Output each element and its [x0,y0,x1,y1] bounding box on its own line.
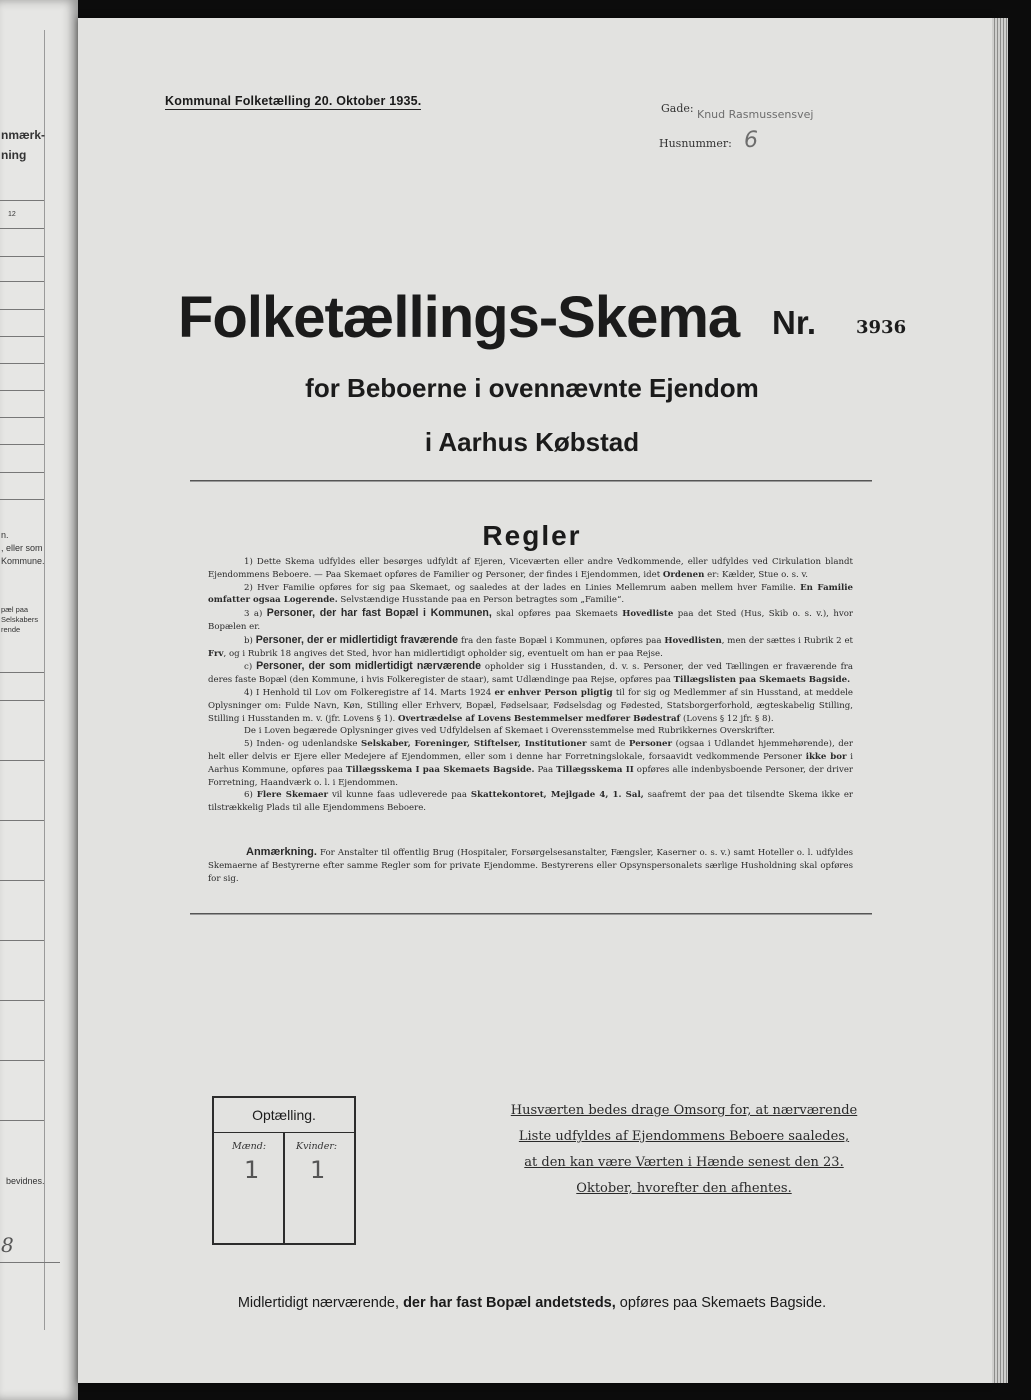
footer-note: Midlertidigt nærværende, der har fast Bopæl andetsteds, opføres paa Skemaets Bagside. [237,1295,827,1311]
page-edges [992,18,1008,1383]
divider [190,480,872,482]
left-page-fragment: ning [1,148,27,162]
landlord-instructions [508,1098,860,1202]
rule-6: 6) Flere Skemaer vil kunne faas udleverede paa Skattekontoret, Mejlgade 4, 1. Sal, saafremt der paa det tilsendte Skema ikke er tilstrækkelig Plads til alle Ejendommens Beboere. [208,790,854,814]
remark-label: Anmærkning. [246,846,317,858]
rules-heading: Regler [482,520,582,551]
left-page-rule [0,390,44,391]
rule-3a: 3 a) Personer, der har fast Bopæl i Kommunen, skal opføres paa Skemaets Hovedliste paa det Sted (Hus, Skib o. s. v.), hvor Bopælen er. [208,607,853,632]
rule-5: 5) Inden- og udenlandske Selskaber, Foreninger, Stiftelser, Institutioner samt de Personer (ogsaa i Udlandet hjemmehørende), der helt eller delvis er Ejere eller Medejere af Ejendommen, eller som i denne har Forretningslokale, forsaavidt vedkommende Personer ikke bor i Aarhus Kommune, opføres paa Tillægsskema I paa Skemaets Bagside. Paa Tillægsskema II opføres alle indenbysboende Personer, der driver Forretning, Haandværk o. l. i Ejendommen. [208,739,854,788]
left-page-rule [0,200,44,201]
left-page-rule [0,820,44,821]
left-page-rule [0,417,44,418]
form-municipality: i Aarhus Købstad [424,427,640,457]
rule-4-continued: De i Loven begærede Oplysninger gives ved Udfyldelsen af Skemaet i Overensstemmelse med Rubrikkernes Overskrifter. [244,726,775,737]
left-page-rule [0,1060,44,1061]
left-page-fragment: Kommune. [1,556,45,566]
left-page-rule [0,363,44,364]
left-facing-page [0,0,78,1400]
left-page-fragment: nmærk- [1,128,46,142]
left-page-rule [0,672,44,673]
instruction-line: Oktober, hvorefter den afhentes. [576,1181,792,1196]
left-page-rule [0,281,44,282]
rule-2: 2) Hver Familie opføres for sig paa Skemaet, og saaledes at der lades en Linies Mellemrum aaben mellem hver Familie. En Familie omfatter ogsaa Logerende. Selvstændige Husstande paa en Person betragtes som „Familie“. [208,582,853,606]
instruction-line: at den kan være Værten i Hænde senest den 23. [524,1155,844,1170]
left-page-fragment: Selskabers [1,615,39,624]
left-page-fragment: pæl paa [1,605,29,614]
house-number-value: 6 [744,128,758,153]
left-page-rule [0,256,44,257]
left-page-column-line [44,30,45,1330]
remark [208,846,853,885]
left-page-rule [0,1000,44,1001]
left-page-rule [0,1120,44,1121]
form-subtitle: for Beboerne i ovennævnte Ejendom [305,373,759,403]
census-header: Kommunal Folketælling 20. Oktober 1935. [165,94,422,108]
house-number-label: Husnummer: [659,137,732,150]
left-page-rule [0,472,44,473]
remark-text: For Anstalter til offentlig Brug (Hospitaler, Forsørgelsesanstalter, Fængsler, Kaserner o. s. v.) samt Hoteller o. l. udfyldes Skemaerne af Bestyrerne efter samme Regler som for private Ejendomme. Bestyrerens eller Opsynspersonalets særlige Husholdning skal opføres for sig. [208,848,853,884]
men-label: Mænd: [232,1141,267,1152]
left-page-rule [0,760,44,761]
divider [190,913,872,915]
count-box-title: Optælling. [214,1098,354,1133]
count-box [212,1096,356,1245]
men-count: 1 [244,1156,260,1184]
form-number: 3936 [856,317,907,338]
women-label: Kvinder: [296,1141,338,1152]
count-box-divider [283,1133,285,1243]
left-page-rule [0,940,44,941]
left-page-fragment: rende [1,625,21,634]
instruction-line: Liste udfyldes af Ejendommens Beboere saaledes, [518,1129,850,1144]
rule-3b: b) Personer, der er midlertidigt fraværende fra den faste Bopæl i Kommunen, opføres paa Hovedlisten, men der sættes i Rubrik 2 et Frv, og i Rubrik 18 angives det Sted, hvor han midlertidigt opholder sig, eventuelt om han er paa Rejse. [208,633,853,659]
left-page-rule [0,444,44,445]
left-page-rule [0,499,44,500]
left-page-rule [0,309,44,310]
form-number-label: Nr. [772,304,817,341]
left-page-fragment: , eller som [1,543,43,553]
rule-1: 1) Dette Skema udfyldes eller besørges udfyldt af Ejeren, Viceværten eller andre Vedkommende, eller udfyldes ved Cirkulation blandt Ejendommens Beboere. — Paa Skemaet opføres de Familier og Personer, der findes i Ejendommen, idet Ordenen er: Kælder, Stue o. s. v. [208,557,853,580]
left-page-rule [0,880,44,881]
left-page-rule [0,1262,60,1263]
left-page-handwriting: 8 [1,1233,14,1257]
form-title: Folketællings-Skema [178,285,740,350]
rules-body [208,556,853,815]
rule-3c: c) Personer, der som midlertidigt nærværende opholder sig i Husstanden, d. v. s. Personer, der ved Tællingen er fraværende fra deres faste Bopæl (den Kommune, i hvis Folkeregister de staar), samt Udlændinge paa Rejse, opføres paa Tillægslisten paa Skemaets Bagside. [208,660,853,686]
left-page-fragment: n. [1,530,9,540]
street-label: Gade: [661,102,694,115]
left-page-fragment: 12 [8,211,16,218]
instruction-line: Husværten bedes drage Omsorg for, at nærværende [510,1103,858,1118]
left-page-rule [0,228,44,229]
left-page-fragment: bevidnes. [6,1176,45,1186]
left-page-rule [0,336,44,337]
left-page-rule [0,700,44,701]
women-count: 1 [310,1156,326,1184]
street-value: Knud Rasmussensvej [697,108,814,121]
rule-4: 4) I Henhold til Lov om Folkeregistre af 14. Marts 1924 er enhver Person pligtig til for sig og Medlemmer af sin Husstand, at meddele Oplysninger om: Fulde Navn, Køn, Stilling eller Erhverv, Bopæl, Fødselsaar, Fødselsdag og Fødested, Statsborgerforhold, ægteskabelig Stilling, Stilling i Husstanden m. v. (jfr. Lovens § 1). Overtrædelse af Lovens Bestemmelser medfører Bødestraf (Lovens § 12 jfr. § 8). [208,687,854,724]
